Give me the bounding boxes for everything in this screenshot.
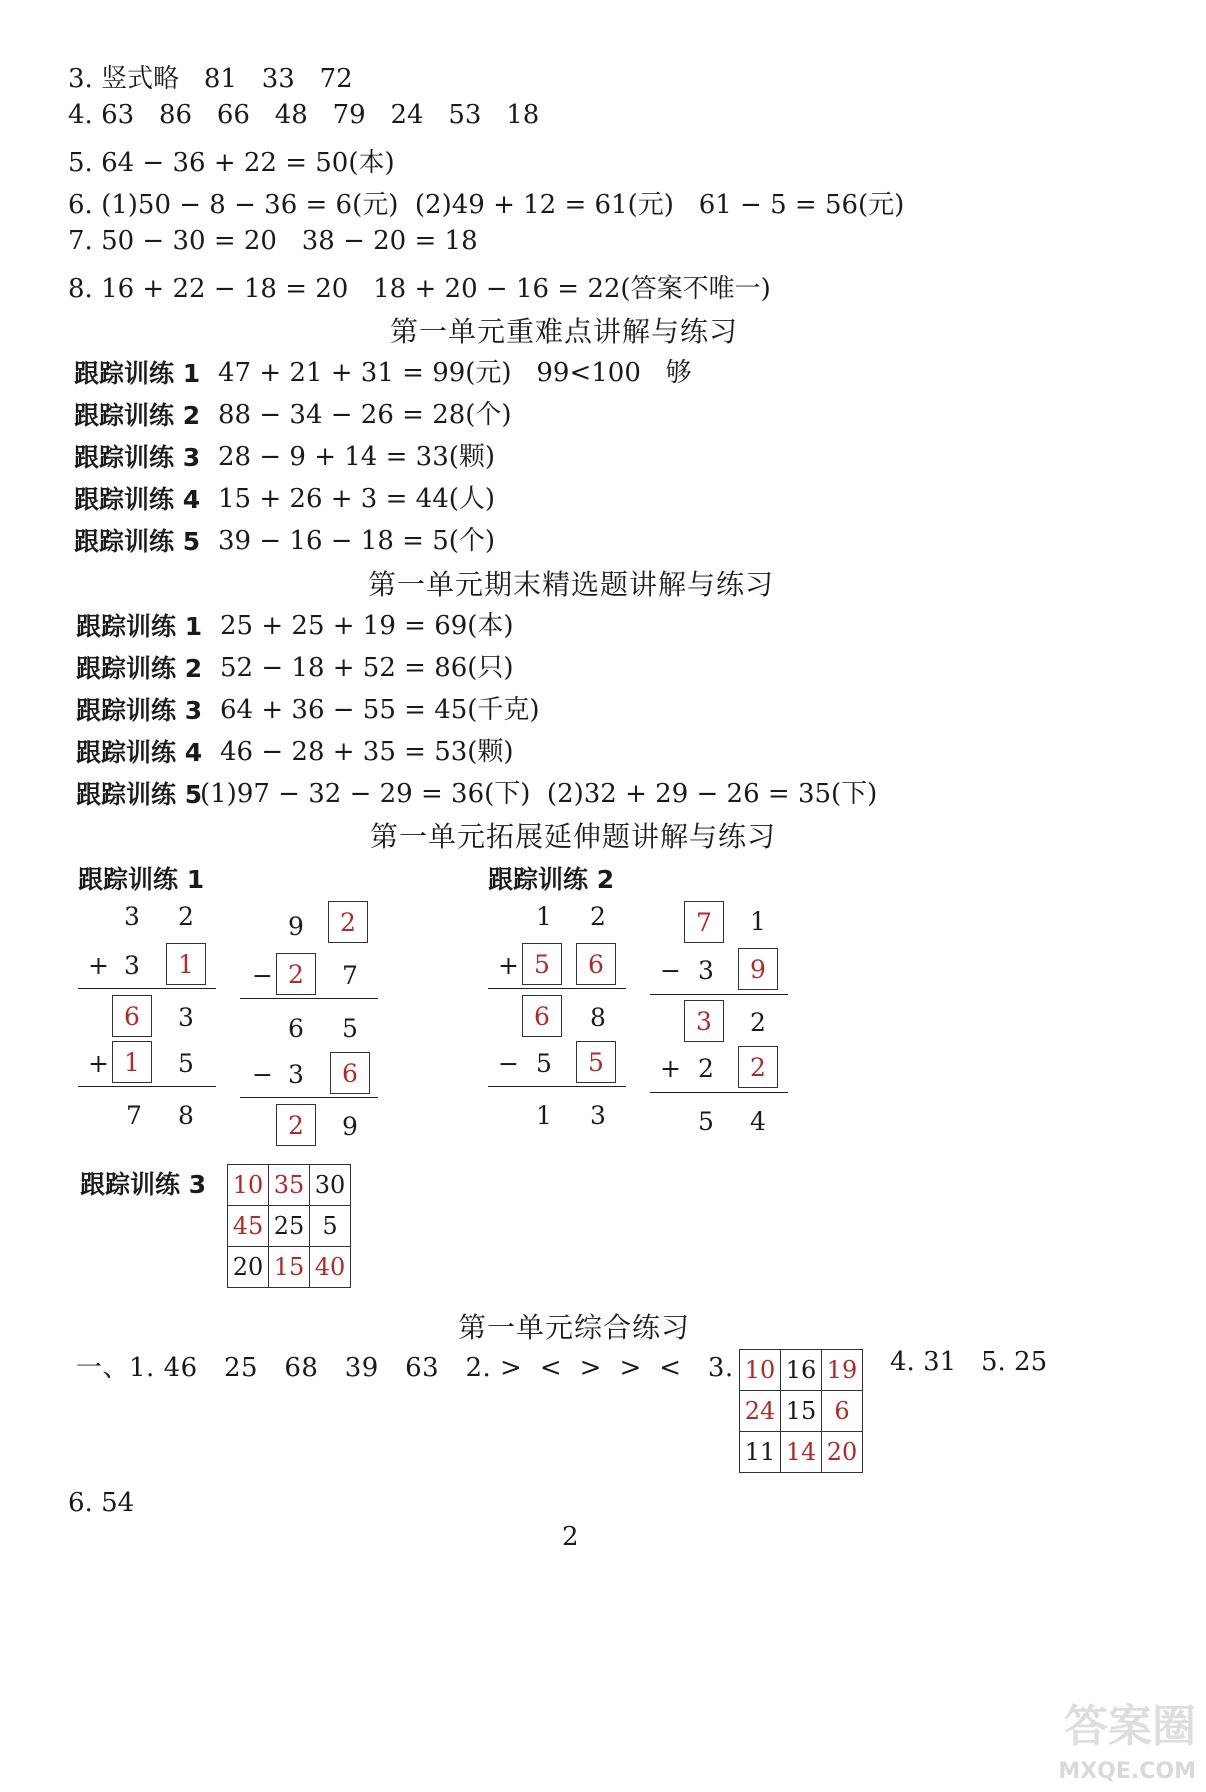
exercise-answer: 39 − 16 − 18 = 5(个): [218, 526, 496, 556]
square-cell: 35: [269, 1165, 310, 1206]
answer-line-6: 6. (1)50 − 8 − 36 = 6(元) (2)49 + 12 = 61(元) 61 − 5 = 56(元): [68, 190, 905, 220]
exercise-answer: 47 + 21 + 31 = 99(元) 99<100 够: [218, 358, 692, 388]
exercise-answer: 28 − 9 + 14 = 33(颗): [218, 442, 496, 472]
digit: 4: [750, 1107, 766, 1136]
minus-sign: −: [498, 1049, 519, 1078]
answer-line-7: 7. 50 − 30 = 20 38 − 20 = 18: [68, 226, 478, 256]
square-cell: 19: [822, 1350, 863, 1391]
digit: 9: [342, 1112, 358, 1141]
square-cell: 10: [228, 1165, 269, 1206]
digit: 1: [536, 1101, 552, 1130]
answer-box: 2: [328, 901, 368, 943]
exercise-label-t2: 跟踪训练 2: [488, 865, 615, 894]
exercise-label: 跟踪训练 1: [76, 612, 203, 641]
exercise-answer: 64 + 36 − 55 = 45(千克): [220, 695, 540, 725]
square-cell: 15: [269, 1247, 310, 1288]
digit: 2: [698, 1054, 714, 1083]
digit: 5: [536, 1049, 552, 1078]
exercise-label: 跟踪训练 3: [76, 696, 203, 725]
digit: 3: [288, 1060, 304, 1089]
digit: 9: [288, 912, 304, 941]
minus-sign: −: [252, 1060, 273, 1089]
section-title-final-exam: 第一单元期末精选题讲解与练习: [368, 568, 775, 601]
square-cell: 15: [781, 1391, 822, 1432]
square-cell: 30: [310, 1165, 351, 1206]
answer-box: 6: [576, 943, 616, 985]
page-number: 2: [562, 1522, 579, 1552]
square-cell: 25: [269, 1206, 310, 1247]
divider-line: [650, 1092, 788, 1093]
exercise-label: 跟踪训练 5: [74, 527, 201, 556]
section-title-extension: 第一单元拓展延伸题讲解与练习: [370, 820, 777, 853]
answer-line-4: 4. 63 86 66 48 79 24 53 18: [68, 100, 540, 130]
watermark-logo: 答案圈: [1064, 1701, 1196, 1752]
plus-sign: +: [498, 951, 519, 980]
minus-sign: −: [660, 956, 681, 985]
watermark-text: MXQE.COM: [1058, 1759, 1196, 1784]
digit: 1: [536, 902, 552, 931]
answer-line-3: 3. 竖式略 81 33 72: [68, 64, 353, 94]
section-title-comprehensive: 第一单元综合练习: [458, 1311, 691, 1344]
exercise-label: 跟踪训练 2: [76, 654, 203, 683]
magic-square-comprehensive: [739, 1349, 863, 1473]
digit: 5: [698, 1107, 714, 1136]
answer-box: 6: [522, 995, 562, 1037]
exercise-answer: 25 + 25 + 19 = 69(本): [220, 611, 514, 641]
answer-box: 5: [522, 943, 562, 985]
digit: 3: [178, 1003, 194, 1032]
answer-box: 3: [684, 1000, 724, 1042]
square-cell: 40: [310, 1247, 351, 1288]
digit: 3: [698, 956, 714, 985]
square-cell: 10: [740, 1350, 781, 1391]
divider-line: [650, 994, 788, 995]
digit: 8: [178, 1101, 194, 1130]
digit: 6: [288, 1014, 304, 1043]
answer-box: 1: [112, 1041, 152, 1083]
square-cell: 16: [781, 1350, 822, 1391]
digit: 7: [126, 1101, 142, 1130]
minus-sign: −: [252, 961, 273, 990]
square-cell: 20: [822, 1432, 863, 1473]
answer-box: 6: [330, 1052, 370, 1094]
square-cell: 20: [228, 1247, 269, 1288]
comprehensive-answer-6: 6. 54: [68, 1488, 135, 1518]
digit: 2: [750, 1008, 766, 1037]
digit: 2: [590, 902, 606, 931]
answer-line-5: 5. 64 − 36 + 22 = 50(本): [68, 148, 395, 178]
digit: 3: [590, 1101, 606, 1130]
exercise-answer: 88 − 34 − 26 = 28(个): [218, 400, 512, 430]
answer-box: 2: [738, 1046, 778, 1088]
plus-sign: +: [88, 951, 109, 980]
digit: 3: [124, 902, 140, 931]
divider-line: [240, 1097, 378, 1098]
answer-box: 1: [166, 943, 206, 985]
answer-box: 5: [576, 1041, 616, 1083]
digit: 2: [178, 902, 194, 931]
square-cell: 5: [310, 1206, 351, 1247]
exercise-label-t1: 跟踪训练 1: [78, 865, 205, 894]
digit: 8: [590, 1003, 606, 1032]
exercise-label: 跟踪训练 4: [76, 738, 203, 767]
divider-line: [78, 1086, 216, 1087]
comprehensive-answers-line: 一、1. 46 25 68 39 63 2. > < > > < 3.: [76, 1353, 734, 1383]
digit: 3: [124, 951, 140, 980]
answer-box: 2: [276, 953, 316, 995]
square-cell: 6: [822, 1391, 863, 1432]
magic-square-t3: [227, 1164, 351, 1288]
exercise-answer: 52 − 18 + 52 = 86(只): [220, 653, 514, 683]
answer-box: 7: [684, 901, 724, 943]
digit: 5: [342, 1014, 358, 1043]
exercise-label: 跟踪训练 2: [74, 401, 201, 430]
exercise-answer: 15 + 26 + 3 = 44(人): [218, 484, 496, 514]
divider-line: [78, 988, 216, 989]
exercise-label-t3: 跟踪训练 3: [80, 1170, 207, 1199]
answer-line-8: 8. 16 + 22 − 18 = 20 18 + 20 − 16 = 22(答案不唯一): [68, 274, 771, 304]
digit: 7: [342, 961, 358, 990]
exercise-label: 跟踪训练 1: [74, 359, 201, 388]
answer-box: 2: [276, 1104, 316, 1146]
answer-box: 9: [738, 948, 778, 990]
square-cell: 14: [781, 1432, 822, 1473]
divider-line: [488, 1086, 626, 1087]
divider-line: [240, 998, 378, 999]
digit: 5: [178, 1049, 194, 1078]
exercise-answer: (1)97 − 32 − 29 = 36(下) (2)32 + 29 − 26 = 35(下): [200, 779, 878, 809]
digit: 1: [750, 907, 766, 936]
section-title-key-points: 第一单元重难点讲解与练习: [390, 315, 739, 348]
square-cell: 45: [228, 1206, 269, 1247]
square-cell: 11: [740, 1432, 781, 1473]
comprehensive-answers-tail: 4. 31 5. 25: [890, 1347, 1048, 1377]
square-cell: 24: [740, 1391, 781, 1432]
exercise-label: 跟踪训练 4: [74, 485, 201, 514]
exercise-answer: 46 − 28 + 35 = 53(颗): [220, 737, 514, 767]
exercise-label: 跟踪训练 5: [76, 780, 203, 809]
answer-box: 6: [112, 995, 152, 1037]
plus-sign: +: [660, 1054, 681, 1083]
divider-line: [488, 988, 626, 989]
exercise-label: 跟踪训练 3: [74, 443, 201, 472]
plus-sign: +: [88, 1049, 109, 1078]
